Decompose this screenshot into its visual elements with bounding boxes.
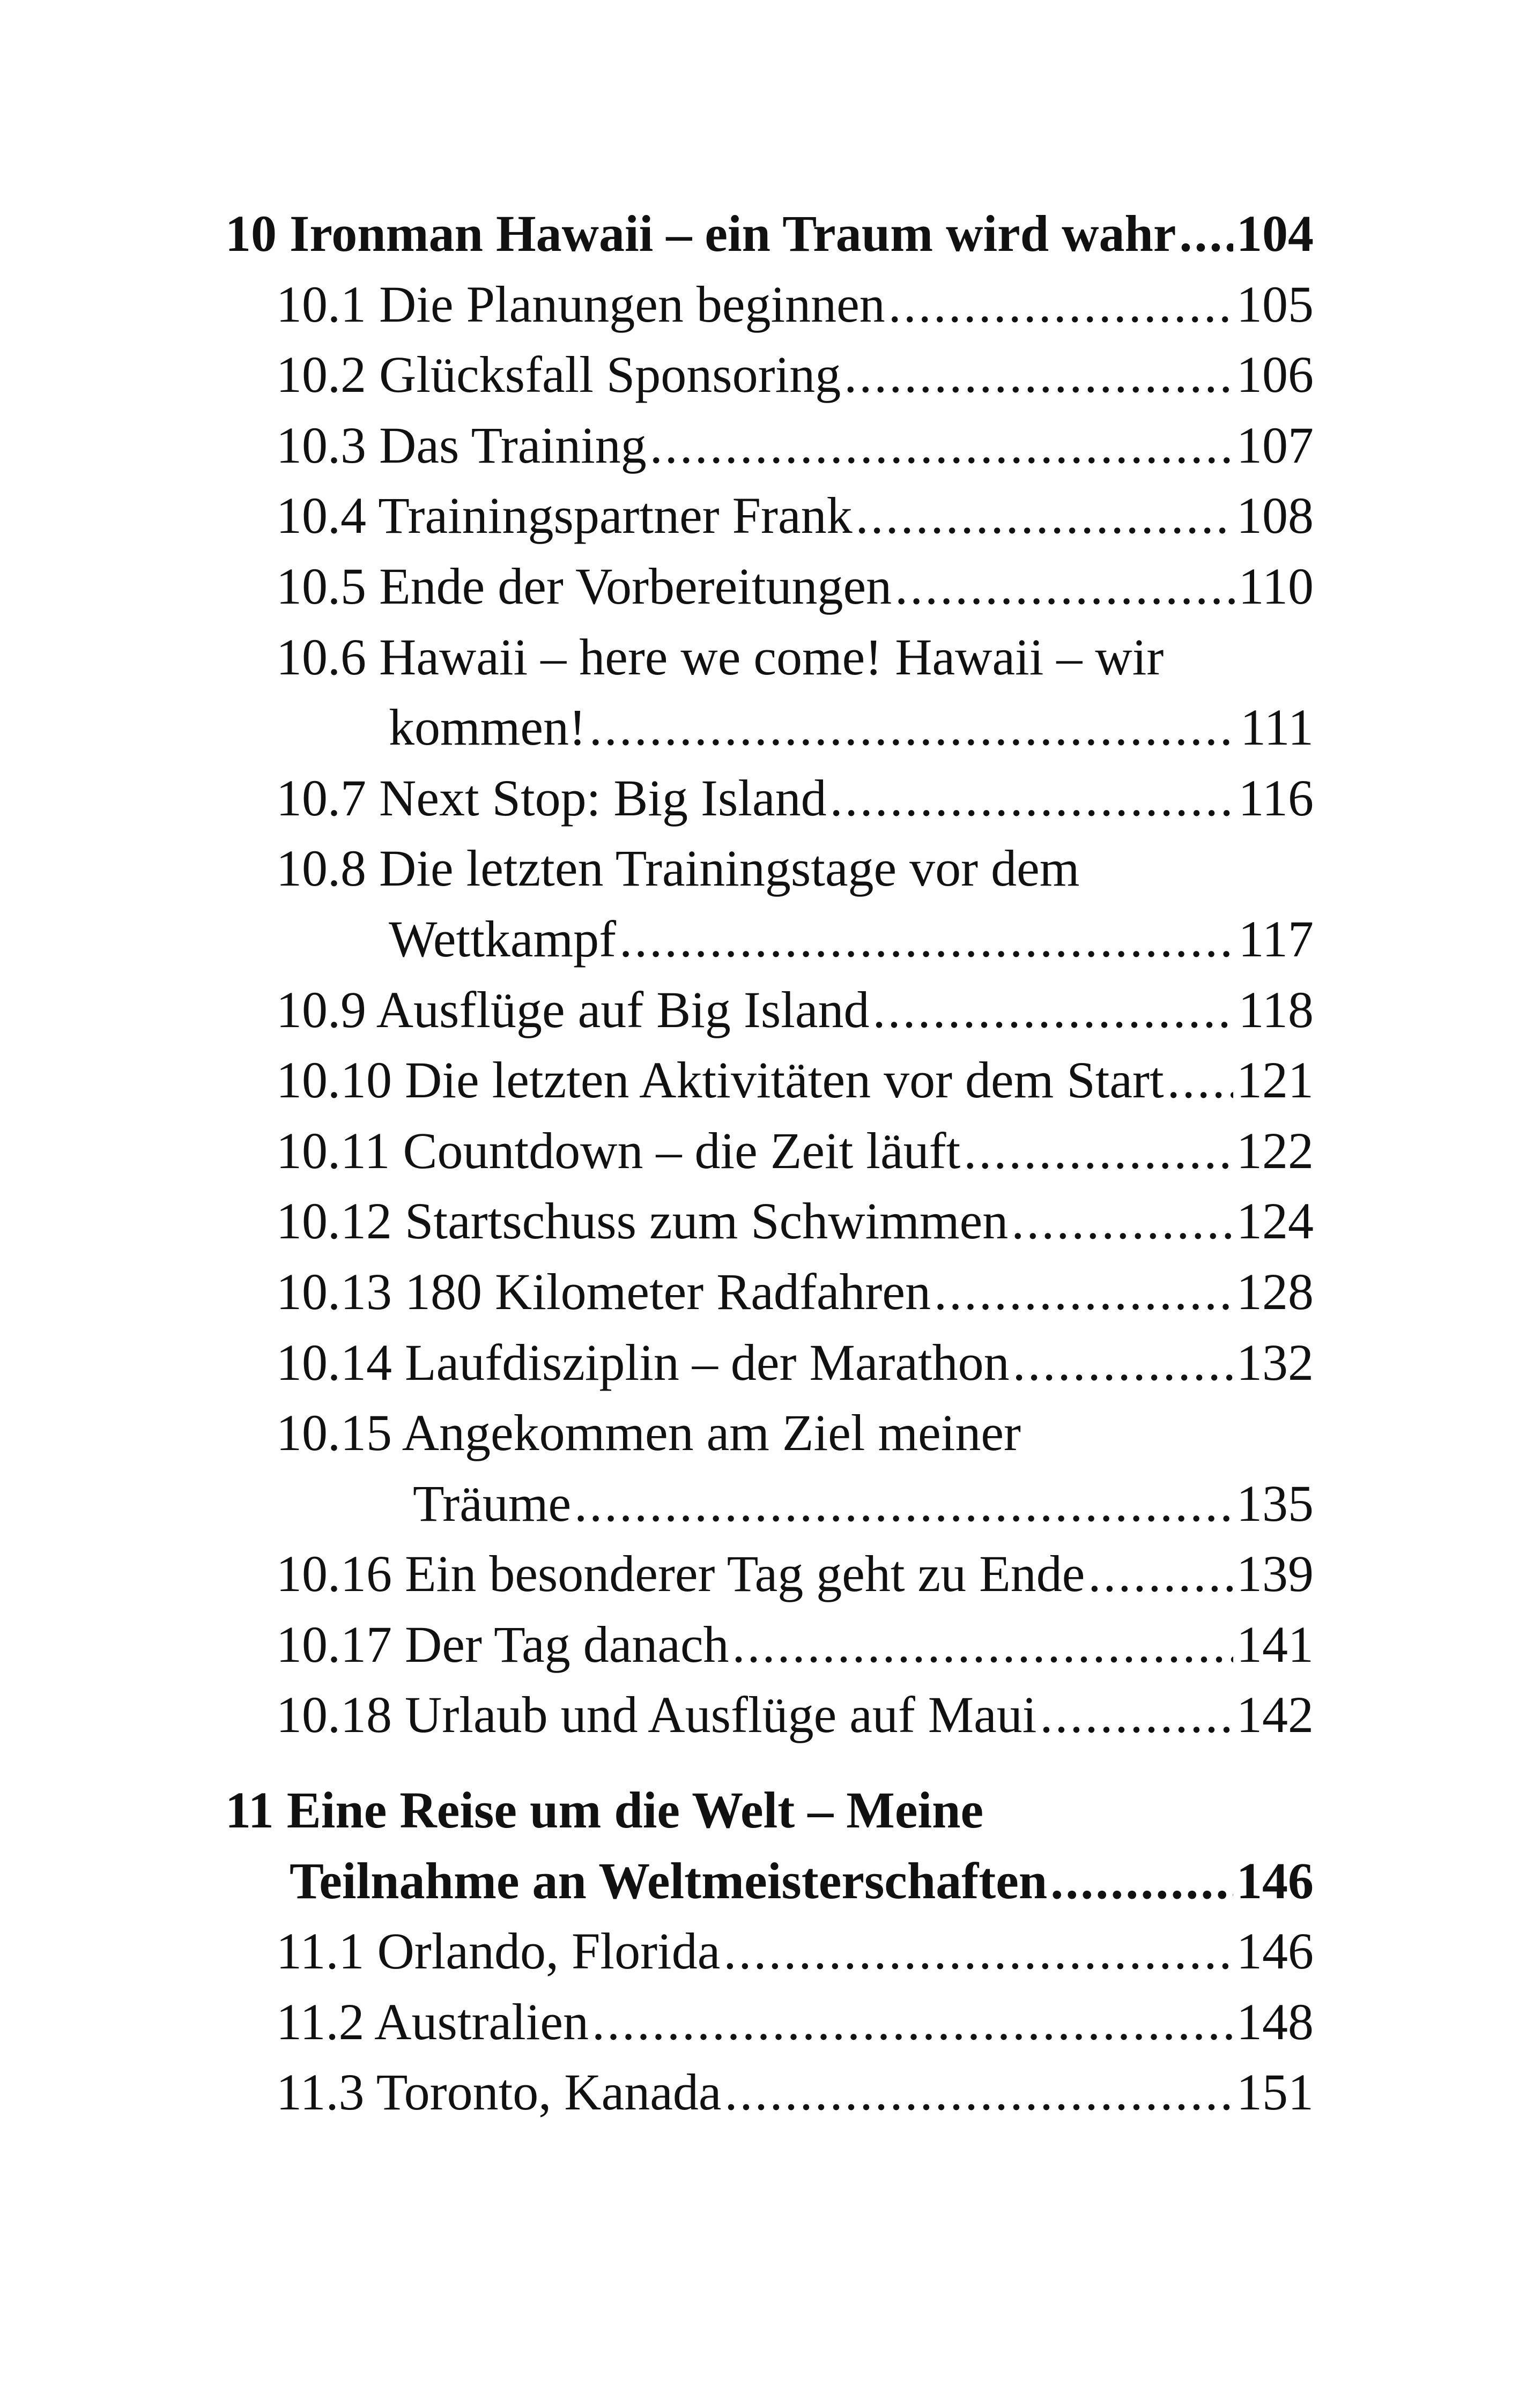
toc-entry-chapter-11[interactable] [225, 1775, 1314, 1846]
toc-entry-title: 10.10 Die letzten Aktivitäten vor dem Start [276, 1051, 1164, 1109]
toc-entry-title: 11.3 Toronto, Kanada [276, 2063, 722, 2121]
toc-entry-page: 108 [1236, 487, 1314, 545]
toc-entry-chapter-10[interactable] [225, 198, 1314, 269]
toc-entry-title: 10.12 Startschuss zum Schwimmen [276, 1192, 1009, 1250]
toc-entry-page: 142 [1236, 1686, 1314, 1744]
toc-entry-title: 11.1 Orlando, Florida [276, 1922, 721, 1980]
toc-entry-10-18[interactable] [225, 1679, 1314, 1750]
toc-entry-11-1[interactable] [225, 1916, 1314, 1987]
dot-leader [1011, 1186, 1233, 1257]
toc-entry-page: 124 [1236, 1192, 1314, 1250]
toc-entry-10-12[interactable] [225, 1186, 1314, 1257]
toc-entry-page: 139 [1236, 1545, 1314, 1603]
toc-entry-title: 10.15 Angekommen am Ziel meiner [276, 1404, 1021, 1462]
toc-entry-title: 10.16 Ein besonderer Tag geht zu Ende [276, 1545, 1085, 1603]
dot-leader [1088, 1539, 1233, 1609]
toc-entry-title: 10.17 Der Tag danach [276, 1615, 729, 1673]
toc-entry-title: 10.18 Urlaub und Ausflüge auf Maui [276, 1686, 1037, 1744]
table-of-contents [225, 198, 1314, 2128]
dot-leader [724, 2057, 1233, 2128]
toc-entry-10-9[interactable] [225, 975, 1314, 1045]
toc-entry-10-7[interactable] [225, 763, 1314, 834]
toc-entry-page: 146 [1236, 1922, 1314, 1980]
toc-entry-10-1[interactable] [225, 269, 1314, 340]
toc-entry-title: Wettkampf [389, 910, 617, 968]
toc-entry-title: 10.11 Countdown – die Zeit läuft [276, 1121, 961, 1179]
dot-leader [856, 480, 1233, 551]
toc-entry-page: 141 [1236, 1615, 1314, 1673]
dot-leader [1167, 1045, 1233, 1116]
toc-entry-page: 132 [1236, 1333, 1314, 1391]
toc-entry-page: 110 [1238, 557, 1314, 615]
dot-leader [1013, 1327, 1233, 1398]
toc-entry-page: 151 [1236, 2063, 1314, 2121]
toc-entry-page: 104 [1236, 205, 1314, 262]
toc-entry-title: Träume [413, 1474, 572, 1532]
toc-entry-10-6[interactable] [225, 622, 1314, 693]
toc-entry-title: 10.4 Trainingspartner Frank [276, 487, 853, 545]
toc-entry-10-11[interactable] [225, 1116, 1314, 1186]
toc-entry-10-16[interactable] [225, 1539, 1314, 1609]
toc-entry-page: 135 [1236, 1474, 1314, 1532]
toc-entry-page: 106 [1236, 346, 1314, 404]
toc-entry-chapter-11-continued[interactable] [225, 1846, 1314, 1916]
toc-entry-page: 121 [1236, 1051, 1314, 1109]
dot-leader [1040, 1679, 1233, 1750]
toc-entry-10-14[interactable] [225, 1327, 1314, 1398]
toc-entry-title: 10.5 Ende der Vorbereitungen [276, 557, 892, 615]
dot-leader [589, 692, 1237, 763]
toc-entry-10-17[interactable] [225, 1609, 1314, 1680]
toc-entry-10-3[interactable] [225, 410, 1314, 481]
dot-leader [844, 339, 1233, 410]
dot-leader [650, 410, 1233, 481]
toc-entry-11-2[interactable] [225, 1987, 1314, 2057]
dot-leader [592, 1987, 1233, 2057]
toc-entry-page: 105 [1236, 275, 1314, 333]
toc-entry-page: 148 [1236, 1993, 1314, 2050]
toc-entry-10-2[interactable] [225, 339, 1314, 410]
toc-entry-10-5[interactable] [225, 551, 1314, 622]
toc-entry-title: 10.14 Laufdisziplin – der Marathon [276, 1333, 1010, 1391]
toc-entry-10-8[interactable] [225, 833, 1314, 904]
dot-leader [574, 1468, 1233, 1539]
toc-entry-title: 11.2 Australien [276, 1993, 589, 2050]
dot-leader [964, 1116, 1233, 1186]
toc-entry-page: 128 [1236, 1262, 1314, 1320]
toc-entry-page: 111 [1240, 698, 1314, 756]
toc-entry-page: 117 [1238, 910, 1314, 968]
toc-entry-page: 107 [1236, 416, 1314, 474]
toc-entry-title: 10.2 Glücksfall Sponsoring [276, 346, 841, 404]
toc-entry-title: 10.8 Die letzten Trainingstage vor dem [276, 839, 1080, 897]
toc-entry-title: Teilnahme an Weltmeisterschaften [290, 1852, 1048, 1909]
dot-leader [723, 1916, 1233, 1987]
dot-leader [1179, 198, 1233, 269]
toc-entry-title: 10.13 180 Kilometer Radfahren [276, 1262, 931, 1320]
toc-entry-page: 146 [1236, 1852, 1314, 1909]
toc-entry-10-8-continued[interactable] [225, 904, 1314, 975]
toc-entry-title: 10.6 Hawaii – here we come! Hawaii – wir [276, 628, 1164, 686]
toc-entry-page: 122 [1236, 1121, 1314, 1179]
dot-leader [619, 904, 1235, 975]
dot-leader [873, 975, 1235, 1045]
dot-leader [830, 763, 1235, 834]
dot-leader [934, 1257, 1233, 1327]
toc-entry-10-6-continued[interactable] [225, 692, 1314, 763]
dot-leader [895, 551, 1235, 622]
toc-entry-title: 10 Ironman Hawaii – ein Traum wird wahr [225, 205, 1176, 262]
toc-entry-10-13[interactable] [225, 1257, 1314, 1327]
toc-entry-page: 118 [1238, 980, 1314, 1038]
toc-entry-title: 10.1 Die Planungen beginnen [276, 275, 885, 333]
toc-entry-10-15[interactable] [225, 1398, 1314, 1468]
toc-entry-title: 11 Eine Reise um die Welt – Meine [225, 1781, 984, 1839]
dot-leader [888, 269, 1233, 340]
toc-entry-page: 116 [1238, 769, 1314, 827]
toc-entry-10-15-continued[interactable] [225, 1468, 1314, 1539]
toc-entry-11-3[interactable] [225, 2057, 1314, 2128]
toc-entry-10-4[interactable] [225, 480, 1314, 551]
toc-entry-10-10[interactable] [225, 1045, 1314, 1116]
toc-entry-title: 10.7 Next Stop: Big Island [276, 769, 827, 827]
toc-entry-title: 10.3 Das Training [276, 416, 647, 474]
toc-entry-title: 10.9 Ausflüge auf Big Island [276, 980, 870, 1038]
toc-entry-title: kommen! [389, 698, 586, 756]
dot-leader [732, 1609, 1233, 1680]
dot-leader [1050, 1846, 1233, 1916]
